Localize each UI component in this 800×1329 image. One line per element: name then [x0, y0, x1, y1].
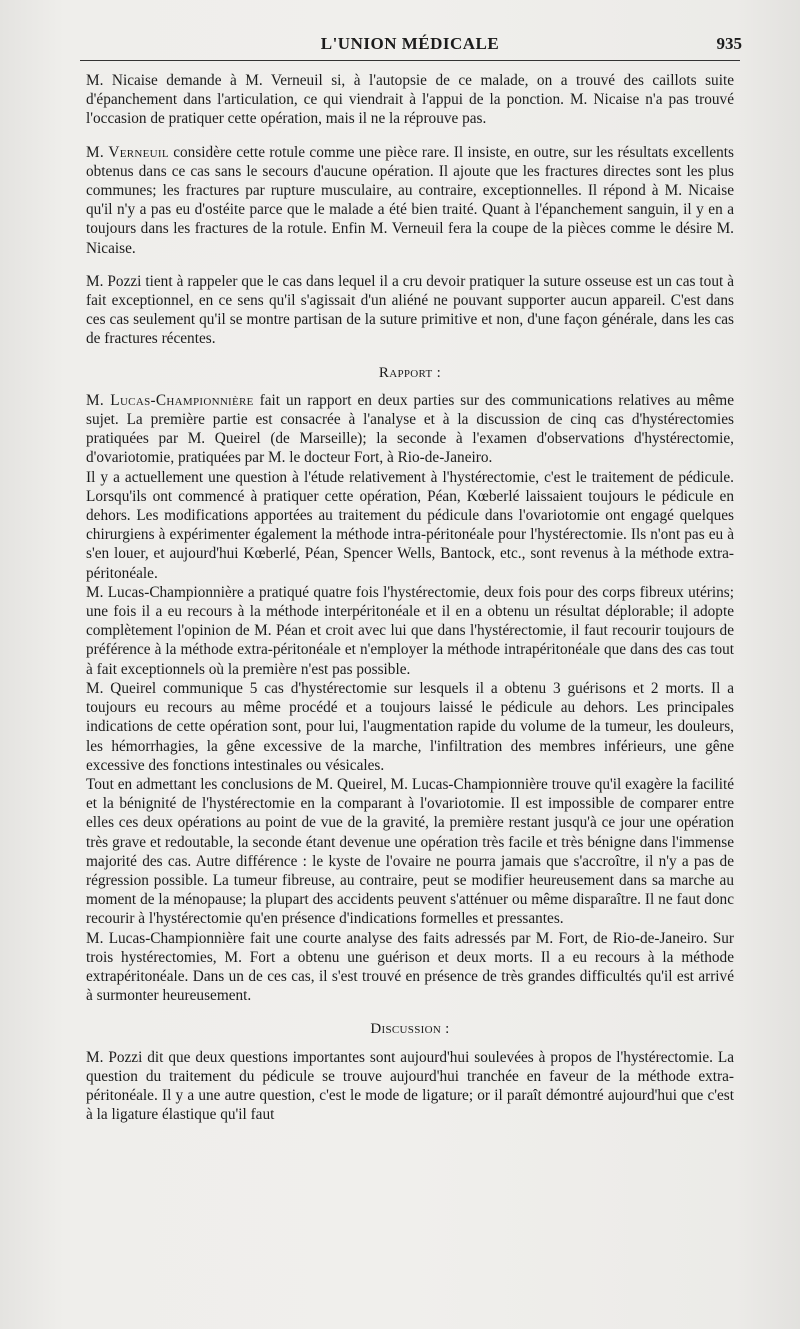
paragraph-text: fait un rapport en deux parties sur des communications relatives au même sujet. La première partie est consacrée à l'analyse et à la discussion de cinq cas d'hystérectomies pratiquées par M. Queirel (de Marseille); la seconde à l'examen d'observations d'hystérectomie, d'ovariotomie, pratiquées par M. le docteur Fort, à Rio-de-Janeiro.	[86, 391, 734, 467]
paragraph-rapport: M. Queirel communique 5 cas d'hystérectomie sur lesquels il a obtenu 3 guérisons et 2 morts. Il a toujours eu recours au même procédé et a toujours laissé le pédicule au dehors. Les principales indications de cette opération sont, pour lui, l'augmentation rapide du volume de la tumeur, les douleurs, les hémorrhagies, la gêne excessive de la marche, l'infiltration des membres inférieurs, une gêne excessive des fonctions intestinales ou vésicales.	[86, 679, 734, 774]
paragraph-verneuil	[86, 143, 734, 258]
paragraph-rapport: M. Lucas-Championnière fait une courte analyse des faits adressés par M. Fort, de Rio-de-Janeiro. Sur trois hystérectomies, M. Fort a obtenu une guérison et deux morts. Il a eu recours à la méthode extrapéritonéale. Dans un de ces cas, il s'est trouvé en présence de très grandes difficultés qu'il est arrivé à surmonter heureusement.	[86, 929, 734, 1005]
header-rule	[80, 60, 740, 61]
paragraph-rapport: M. Lucas-Championnière a pratiqué quatre fois l'hystérectomie, deux fois pour des corps fibreux utérins; une fois il a eu recours à la méthode interpéritonéale et il en a obtenu un résultat déplorable; il adopte complètement l'opinion de M. Péan et croit avec lui que dans l'hystérectomie, il faut recourir toujours de préférence à la méthode extra-péritonéale et n'employer la méthode intrapéritonéale que dans des cas tout à fait exceptionnels où la première n'est pas possible.	[86, 583, 734, 678]
paragraph-pozzi: M. Pozzi tient à rappeler que le cas dans lequel il a cru devoir pratiquer la suture osseuse est un cas tout à fait exceptionnel, en ce sens qu'il s'agissait d'un aliéné ne pouvant supporter aucun appareil. C'est dans ces cas seulement qu'il se montre partisan de la suture primitive et non, d'une façon générale, dans les cas de fractures récentes.	[86, 272, 734, 348]
paragraph-rapport-intro	[86, 391, 734, 468]
page-number: 935	[716, 34, 742, 53]
article-body	[86, 71, 734, 1124]
paragraph-rapport: Il y a actuellement une question à l'étude relativement à l'hystérectomie, c'est le traitement de pédicule. Lorsqu'ils ont commencé à pratiquer cette opération, Péan, Kœberlé laissaient toujours le pédicule en dehors. Les modifications apportées au traitement du pédicule dans l'ovariotomie ont engagé quelques chirurgiens à expérimenter également la méthode intra-péritonéale pour l'hystérectomie. Ils n'ont pas eu à s'en louer, et aujourd'hui Kœberlé, Péan, Spencer Wells, Bantock, etc., sont revenus à la méthode extra-péritonéale.	[86, 468, 734, 582]
paragraph-rapport: Tout en admettant les conclusions de M. Queirel, M. Lucas-Championnière trouve qu'il exagère la facilité et la bénignité de l'hystérectomie en la comparant à l'ovariotomie. Il est impossible de comparer entre elles ces deux opérations au point de vue de la gravité, la première restant jusqu'à ce jour une opération très grave et redoutable, la seconde étant devenue une opération très facile et très bénigne dans l'immense majorité des cas. Autre différence : le kyste de l'ovaire ne pourra jamais que s'accroître, il n'y a pas de régression possible. La tumeur fibreuse, au contraire, peut se modifier heureusement dans sa marche au moment de la ménopause; la plupart des accidents peuvent s'atténuer ou même disparaître. Il ne faut donc recourir à l'hystérectomie qu'en présence d'indications formelles et pressantes.	[86, 775, 734, 928]
section-heading-rapport: Rapport :	[378, 364, 442, 381]
paragraph-discussion: M. Pozzi dit que deux questions importantes sont aujourd'hui soulevées à propos de l'hystérectomie. La question du traitement du pédicule se trouve aujourd'hui tranchée en faveur de la méthode extra-péritonéale. Il y a une autre question, c'est le mode de ligature; or il paraît démontré aujourd'hui que c'est à la ligature élastique qu'il faut	[86, 1048, 734, 1124]
running-header	[86, 30, 742, 60]
paragraph-text: considère cette rotule comme une pièce rare. Il insiste, en outre, sur les résultats excellents obtenus dans ce cas sans le secours d'aucune opération. Il ajoute que les fractures directes sont les plus communes; les fractures par rupture musculaire, au contraire, exceptionnelles. Il répond à M. Nicaise qu'il n'y a pas eu d'ostéite parce que le malade a été bien traité. Quant à l'épanchement sanguin, il y en a toujours dans les fractures de la rotule. Enfin M. Verneuil fera la coupe de la pièces comme le désire M. Nicaise.	[86, 143, 734, 257]
paragraph-nicaise: M. Nicaise demande à M. Verneuil si, à l'autopsie de ce malade, on a trouvé des caillots suite d'épanchement dans l'articulation, ce qui viendrait à l'appui de la ponction. M. Nicaise n'a pas trouvé l'occasion de pratiquer cette opération, mais il ne la réprouve pas.	[86, 72, 734, 128]
speaker-name: M. Verneuil	[86, 143, 169, 161]
section-heading-discussion: Discussion :	[370, 1021, 450, 1038]
speaker-name: M. Lucas-Championnière	[86, 391, 254, 409]
journal-title: L'UNION MÉDICALE	[320, 34, 500, 53]
